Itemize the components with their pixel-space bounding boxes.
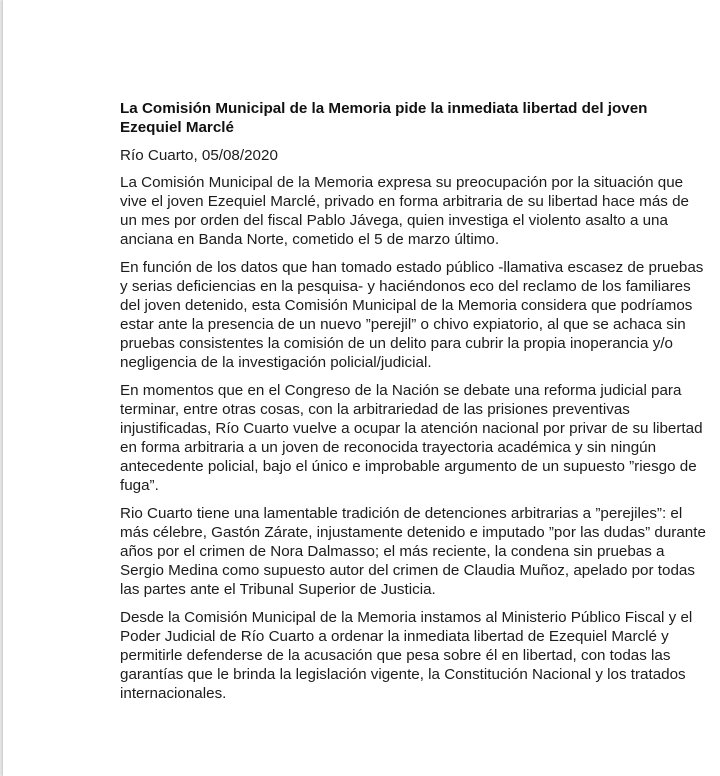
- date-line: Río Cuarto, 05/08/2020: [120, 147, 278, 164]
- paragraph-3: En momentos que en el Congreso de la Nación se debate una reforma judicial para terminar, entre otras cosas, con la arbitrariedad de las prisiones preventivas injustificadas, Río Cuarto vuelve a ocupar la atención nacional por privar de su libertad en forma arbitraria a un joven de reconocida trayectoria académica y sin ningún antecedente policial, bajo el único e improbable argumento de un supuesto ”riesgo de fuga”.: [120, 382, 703, 494]
- paragraph-5: Desde la Comisión Municipal de la Memoria instamos al Ministerio Público Fiscal y el Poder Judicial de Río Cuarto a ordenar la inmediata libertad de Ezequiel Marclé y permitirle defenderse de la acusación que pesa sobre él en libertad, con todas las garantías que le brinda la legislación vigente, la Constitución Nacional y los tratados internacionales.: [120, 609, 693, 702]
- document-title: La Comisión Municipal de la Memoria pide la inmediata libertad del joven Ezequiel Marclé: [120, 100, 648, 136]
- paragraph-2: En función de los datos que han tomado estado público -llamativa escasez de pruebas y serias deficiencias en la pesquisa- y haciéndonos eco del reclamo de los familiares del joven detenido, esta Comisión Municipal de la Memoria considera que podríamos estar ante la presencia de un nuevo ”perejil” o chivo expiatorio, al que se achaca sin pruebas consistentes la comisión de un delito para cubrir la propia inoperancia y/o negligencia de la investigación policial/judicial.: [120, 259, 704, 371]
- paragraph-4: Rio Cuarto tiene una lamentable tradición de detenciones arbitrarias a ”perejiles”: el más célebre, Gastón Zárate, injustamente detenido e imputado ”por las dudas” durante años por el crimen de Nora Dalmasso; el más reciente, la condena sin pruebas a Sergio Medina como supuesto autor del crimen de Claudia Muñoz, apelado por todas las partes ante el Tribunal Superior de Justicia.: [120, 505, 706, 598]
- paragraph-1: La Comisión Municipal de la Memoria expresa su preocupación por la situación que vive el joven Ezequiel Marclé, privado en forma arbitraria de su libertad hace más de un mes por orden del fiscal Pablo Jávega, quien investiga el violento asalto a una anciana en Banda Norte, cometido el 5 de marzo último.: [120, 174, 689, 248]
- document-body: [120, 99, 708, 712]
- document-page: [3, 0, 720, 776]
